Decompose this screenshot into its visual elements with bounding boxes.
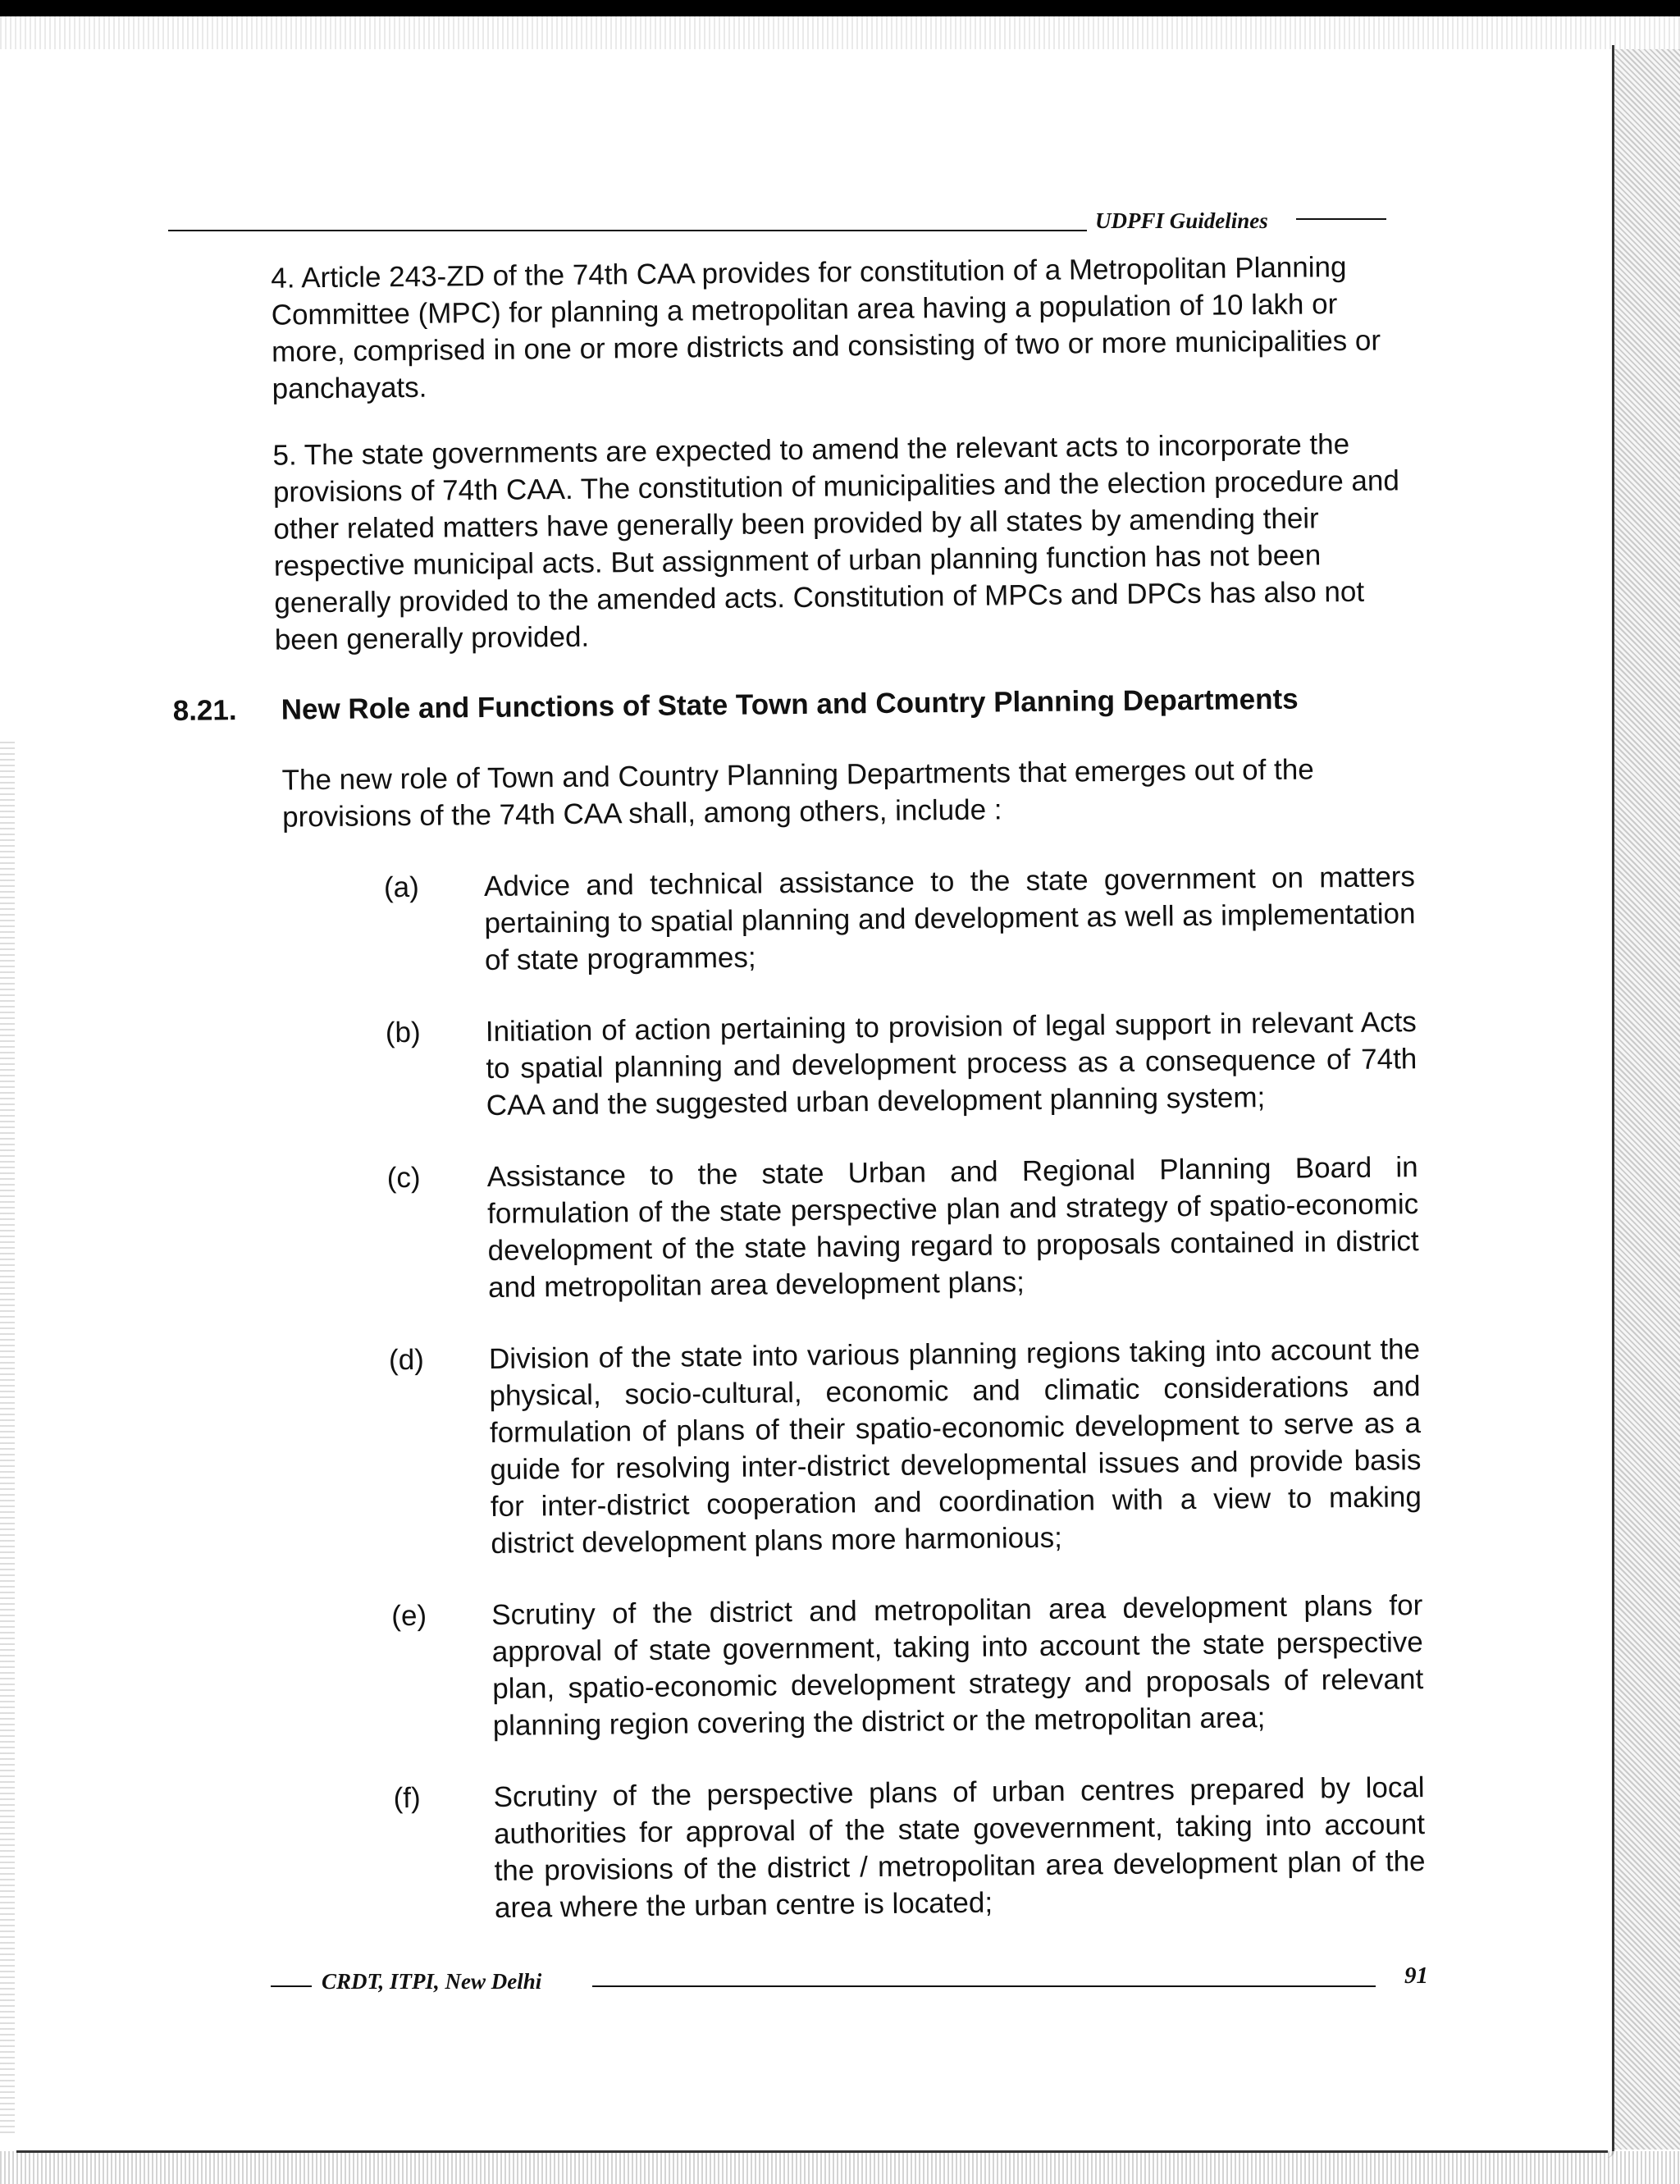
list-item-text: Scrutiny of the district and metropolitan area development plans for approval of state government, taking into account the state perspective plan, spatio-economic development strategy and proposals of relevant planning region covering the district or the metropolitan area; — [491, 1589, 1424, 1742]
scan-top-bar — [0, 0, 1680, 16]
list-item — [389, 1331, 1421, 1563]
running-footer — [271, 1962, 1440, 2010]
list-item-label: (f) — [393, 1781, 421, 1815]
section-number: 8.21. — [172, 694, 237, 727]
scan-right-edge — [1614, 49, 1680, 2150]
list-item-text: Advice and technical assistance to the state government on matters pertaining to spatial planning and development as well as implementation of state programmes; — [483, 861, 1416, 977]
scan-top-noise — [0, 16, 1680, 49]
list-item-label: (b) — [385, 1016, 421, 1049]
header-rule — [168, 230, 1087, 231]
footer-dash — [271, 1985, 312, 1987]
footer-rule — [592, 1985, 1376, 1987]
list-item-text: Scrutiny of the perspective plans of urban centres prepared by local authorities for approval of the state govevernment, taking into account the provisions of the district / metropolitan area development plan of the area where the urban centre is located; — [493, 1771, 1426, 1924]
function-list — [175, 858, 1424, 1930]
list-item-label: (e) — [391, 1599, 427, 1633]
list-item — [386, 1003, 1416, 1125]
header-title: UDPFI Guidelines — [1095, 208, 1268, 233]
section-intro: The new role of Town and Country Planning Departments that emerges out of the provisions of the 74th CAA shall, among others, include : — [281, 753, 1314, 834]
footer-organization: CRDT, ITPI, New Delhi — [322, 1969, 542, 1994]
scan-bottom-edge — [0, 2151, 1680, 2184]
running-header — [168, 205, 1403, 238]
page-number: 91 — [1404, 1962, 1428, 1989]
list-item-label: (a) — [383, 870, 419, 904]
list-item-text: Division of the state into various planning regions taking into account the physical, socio-cultural, economic and climatic considerations and formulation of plans of their spatio-economic development to serve as a guide for resolving inter-district developmental issues and provide basis for inter-district cooperation and coordination with a view to making district development plans more harmonious; — [488, 1333, 1422, 1560]
list-item — [391, 1587, 1422, 1745]
page-border — [1607, 45, 1614, 2158]
list-item — [384, 858, 1414, 980]
list-item-text: Assistance to the state Urban and Regional Planning Board in formulation of the state perspective plan and strategy of spatio-economic development of the state having regard to proposals contained in district and metropolitan area development plans; — [486, 1151, 1419, 1304]
section-title: New Role and Functions of State Town and Country Planning Departments — [281, 683, 1299, 726]
page-bottom-border — [16, 2150, 1608, 2153]
list-item-text: Initiation of action pertaining to provision of legal support in relevant Acts to spatial planning and development process as a consequence of 74th CAA and the suggested urban development planning system; — [485, 1006, 1418, 1122]
scan-left-edge — [0, 738, 15, 2133]
list-item-label: (c) — [386, 1161, 421, 1195]
paragraph-4: 4. Article 243-ZD of the 74th CAA provides for constitution of a Metropolitan Planning Committee (MPC) for planning a metropolitan area having a population of 10 lakh or more, comprised in one or more districts and consisting of two or more municipalities or panchayats. — [271, 250, 1381, 405]
list-item — [386, 1149, 1418, 1307]
list-item — [393, 1769, 1424, 1927]
section-heading — [173, 679, 1412, 733]
list-item-label: (d) — [388, 1343, 425, 1377]
header-rule-end — [1296, 218, 1386, 220]
paragraph-5: 5. The state governments are expected to amend the relevant acts to incorporate the provisions of 74th CAA. The constitution of municipalities and the election procedure and other related matters have generally been provided by all states by amending their respective municipal acts. But assignment of urban planning function has not been generally provided to the amended acts. Constitution of MPCs and DPCs has also not been generally provided. — [272, 427, 1400, 656]
page-body — [168, 248, 1425, 1964]
